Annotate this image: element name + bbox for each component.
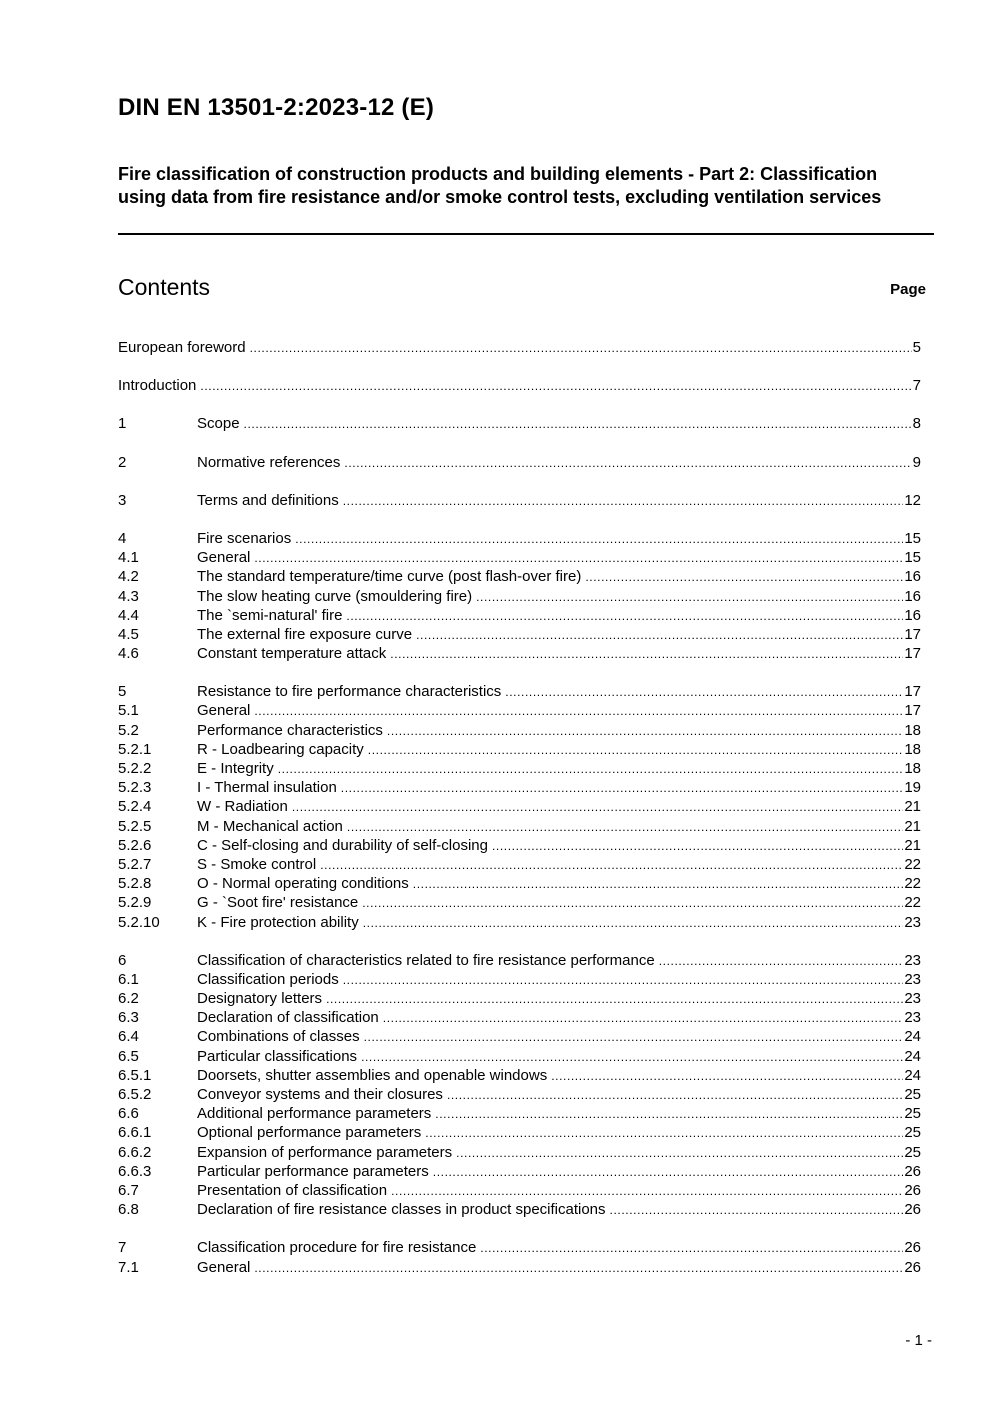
toc-entry-page: 5 (912, 339, 921, 356)
toc-dot-leader (344, 454, 911, 473)
toc-entry-title: Classification of characteristics related to fire resistance performance (197, 951, 655, 969)
toc-entry-page: 26 (904, 1258, 921, 1276)
toc-entry-title: K - Fire protection ability (197, 913, 359, 931)
toc-entry-title: Introduction (118, 377, 197, 395)
page-column-label: Page (890, 281, 926, 298)
toc-dot-leader (456, 1144, 903, 1163)
toc-entry[interactable] (118, 951, 921, 970)
toc-entry-title: Presentation of classification (197, 1181, 388, 1199)
toc-entry[interactable] (118, 893, 921, 912)
toc-entry[interactable] (118, 1047, 921, 1066)
toc-entry-page: 15 (904, 529, 921, 547)
toc-entry-page: 22 (904, 855, 921, 873)
toc-entry-number: 4.3 (118, 587, 139, 605)
toc-entry-title: Combinations of classes (197, 1028, 360, 1046)
toc-entry-title: Particular classifications (197, 1047, 358, 1065)
toc-entry[interactable] (118, 376, 921, 395)
toc-entry-title: The standard temperature/time curve (post flash-over fire) (197, 568, 582, 586)
toc-entry[interactable] (118, 1027, 921, 1046)
toc-entry-page: 17 (904, 625, 921, 643)
toc-group (118, 414, 921, 433)
toc-dot-leader (391, 1182, 903, 1201)
toc-entry-title: M - Mechanical action (197, 817, 343, 835)
toc-dot-leader (435, 1105, 903, 1124)
toc-entry-title: G - `Soot fire' resistance (197, 894, 359, 912)
toc-entry-page: 26 (904, 1201, 921, 1219)
toc-group (118, 453, 921, 472)
toc-dot-leader (250, 339, 912, 358)
toc-entry-title: Classification procedure for fire resistance (197, 1239, 477, 1257)
toc-entry-page: 23 (904, 951, 921, 969)
toc-dot-leader (254, 702, 903, 721)
toc-entry-title: Constant temperature attack (197, 645, 387, 663)
toc-entry-title: Fire scenarios (197, 529, 292, 547)
toc-group (118, 1238, 921, 1276)
toc-entry-page: 7 (912, 377, 921, 395)
toc-entry-number: 6.8 (118, 1201, 139, 1219)
toc-dot-leader (610, 1201, 904, 1220)
toc-entry-number: 6.7 (118, 1181, 139, 1199)
toc-entry-title: General (197, 1258, 251, 1276)
toc-dot-leader (659, 952, 904, 971)
toc-entry-page: 24 (904, 1066, 921, 1084)
toc-entry-title: Additional performance parameters (197, 1105, 432, 1123)
toc-entry-title: General (197, 702, 251, 720)
toc-entry-title: Scope (197, 415, 240, 433)
toc-entry-number: 6.6.1 (118, 1124, 152, 1142)
toc-entry[interactable] (118, 606, 921, 625)
toc-entry-title: European foreword (118, 339, 246, 356)
toc-entry-page: 24 (904, 1028, 921, 1046)
toc-entry-number: 5.2 (118, 721, 139, 739)
toc-entry-page: 16 (904, 587, 921, 605)
toc-group (118, 491, 921, 510)
toc-entry-title: Classification periods (197, 970, 339, 988)
toc-dot-leader (390, 645, 903, 664)
toc-entry[interactable] (118, 625, 921, 644)
toc-entry[interactable] (118, 778, 921, 797)
toc-entry[interactable] (118, 989, 921, 1008)
toc-entry-number: 5.2.5 (118, 817, 152, 835)
toc-entry-title: Terms and definitions (197, 491, 339, 509)
toc-entry-page: 16 (904, 606, 921, 624)
contents-heading: Contents (118, 274, 211, 300)
toc-dot-leader (326, 990, 903, 1009)
toc-entry-page: 22 (904, 875, 921, 893)
toc-entry-page: 25 (904, 1105, 921, 1123)
toc-group (118, 951, 921, 1220)
toc-entry[interactable] (118, 701, 921, 720)
toc-entry-title: E - Integrity (197, 760, 274, 777)
toc-entry[interactable] (118, 1162, 921, 1181)
toc-entry[interactable] (118, 1143, 921, 1162)
toc-entry-page: 26 (904, 1239, 921, 1257)
toc-entry[interactable] (118, 414, 921, 433)
title-divider (118, 233, 934, 235)
toc-entry-number: 6.4 (118, 1028, 139, 1046)
toc-dot-leader (383, 1009, 904, 1028)
toc-group (118, 529, 921, 663)
toc-dot-leader (343, 971, 904, 990)
toc-entry[interactable] (118, 644, 921, 663)
page-number: - 1 - (905, 1332, 932, 1349)
toc-entry-title: Declaration of classification (197, 1009, 379, 1027)
toc-entry-title: Optional performance parameters (197, 1124, 422, 1142)
toc-dot-leader (364, 1028, 904, 1047)
toc-entry-number: 5.2.4 (118, 798, 152, 816)
toc-entry-title: Designatory letters (197, 990, 323, 1008)
toc-dot-leader (254, 1259, 903, 1278)
toc-entry-number: 6.5.1 (118, 1066, 152, 1084)
toc-entry-number: 4.2 (118, 568, 139, 586)
toc-entry-number: 6.6.3 (118, 1162, 152, 1180)
toc-entry[interactable] (118, 759, 921, 778)
toc-entry-number: 6.3 (118, 1009, 139, 1027)
toc-entry-number: 6.5 (118, 1047, 139, 1065)
toc-entry-number: 4.4 (118, 606, 139, 624)
toc-dot-leader (476, 588, 903, 607)
toc-entry-page: 18 (904, 721, 921, 739)
toc-entry-number: 4.5 (118, 625, 139, 643)
toc-entry-title: Particular performance parameters (197, 1162, 429, 1180)
toc-entry-page: 23 (904, 970, 921, 988)
toc-entry-page: 26 (904, 1181, 921, 1199)
toc-dot-leader (347, 818, 903, 837)
toc-entry-number: 6.2 (118, 990, 139, 1008)
toc-entry[interactable] (118, 548, 921, 567)
toc-entry-number: 7 (118, 1239, 127, 1257)
toc-dot-leader (320, 856, 903, 875)
document-title: Fire classification of construction products and building elements - Part 2: Classification using data from fire resistance and/or smoke control tests, excluding ventilation services (118, 164, 882, 207)
toc-entry-title: R - Loadbearing capacity (197, 740, 364, 758)
toc-dot-leader (200, 377, 911, 396)
toc-group (118, 682, 921, 931)
toc-entry-title: The `semi-natural' fire (197, 606, 343, 624)
toc-entry-title: General (197, 549, 251, 567)
toc-entry-page: 25 (904, 1143, 921, 1161)
toc-entry-number: 5.2.10 (118, 913, 160, 931)
toc-entry-title: O - Normal operating conditions (197, 875, 409, 893)
toc-entry-number: 5.2.7 (118, 855, 152, 873)
toc-entry-page: 22 (904, 894, 921, 912)
toc-entry-number: 6.1 (118, 970, 139, 988)
toc-entry-page: 18 (904, 760, 921, 777)
toc-entry-number: 4 (118, 529, 127, 547)
toc-dot-leader (343, 492, 904, 511)
toc-entry[interactable] (118, 1258, 921, 1277)
toc-entry-page: 21 (904, 798, 921, 816)
toc-entry-page: 12 (904, 491, 921, 509)
toc-entry[interactable] (118, 1085, 921, 1104)
toc-entry-title: S - Smoke control (197, 855, 317, 873)
toc-entry[interactable] (118, 453, 921, 472)
toc-entry[interactable] (118, 1200, 921, 1219)
toc-entry[interactable] (118, 836, 921, 855)
toc-entry[interactable] (118, 587, 921, 606)
toc-entry[interactable] (118, 855, 921, 874)
toc-entry-page: 17 (904, 683, 921, 701)
toc-entry-number: 5.2.9 (118, 894, 152, 912)
toc-entry-page: 17 (904, 702, 921, 720)
toc-dot-leader (361, 1048, 903, 1067)
toc-dot-leader (480, 1239, 903, 1258)
toc-entry-page: 9 (912, 453, 921, 471)
toc-entry[interactable] (118, 1238, 921, 1257)
toc-entry-page: 23 (904, 1009, 921, 1027)
toc-entry-page: 18 (904, 740, 921, 758)
toc-entry-page: 16 (904, 568, 921, 586)
toc-dot-leader (505, 683, 903, 702)
toc-dot-leader (362, 894, 903, 913)
toc-entry-number: 1 (118, 415, 127, 433)
toc-dot-leader (551, 1067, 903, 1086)
toc-group (118, 338, 921, 357)
toc-entry-number: 5 (118, 683, 127, 701)
toc-entry-number: 6.5.2 (118, 1086, 152, 1103)
toc-dot-leader (585, 568, 903, 587)
toc-entry-page: 19 (904, 779, 921, 797)
toc-entry-number: 4.6 (118, 645, 139, 663)
toc-entry[interactable] (118, 970, 921, 989)
toc-entry-number: 5.1 (118, 702, 139, 720)
toc-entry-number: 5.2.3 (118, 779, 152, 797)
toc-entry[interactable] (118, 913, 921, 932)
toc-entry[interactable] (118, 682, 921, 701)
toc-entry-number: 5.2.2 (118, 760, 152, 777)
toc-entry-page: 25 (904, 1086, 921, 1103)
toc-entry-title: Expansion of performance parameters (197, 1143, 453, 1161)
toc-entry-page: 26 (904, 1162, 921, 1180)
toc-entry-title: Performance characteristics (197, 721, 383, 739)
toc-entry[interactable] (118, 817, 921, 836)
toc-entry-number: 6.6.2 (118, 1143, 152, 1161)
toc-entry-title: Declaration of fire resistance classes in product specifications (197, 1201, 606, 1219)
toc-dot-leader (244, 415, 912, 434)
toc-entry-title: Normative references (197, 453, 341, 471)
toc-dot-leader (387, 722, 903, 741)
toc-entry[interactable] (118, 1123, 921, 1142)
toc-entry-title: I - Thermal insulation (197, 779, 337, 797)
toc-entry-number: 7.1 (118, 1258, 139, 1276)
toc-entry[interactable] (118, 1181, 921, 1200)
toc-dot-leader (341, 779, 904, 798)
toc-entry-number: 5.2.6 (118, 836, 152, 854)
toc-group (118, 376, 921, 395)
toc-entry[interactable] (118, 338, 921, 357)
toc-entry[interactable] (118, 721, 921, 740)
toc-entry[interactable] (118, 1008, 921, 1027)
toc-entry-title: Resistance to fire performance characteristics (197, 683, 502, 701)
toc-entry-number: 6 (118, 951, 127, 969)
toc-dot-leader (413, 875, 904, 894)
toc-dot-leader (447, 1086, 903, 1105)
table-of-contents (118, 338, 921, 1296)
toc-entry[interactable] (118, 1104, 921, 1123)
toc-entry-page: 8 (912, 415, 921, 433)
toc-entry-number: 6.6 (118, 1105, 139, 1123)
toc-entry-page: 24 (904, 1047, 921, 1065)
toc-entry-title: The slow heating curve (smouldering fire) (197, 587, 473, 605)
toc-entry-number: 3 (118, 491, 127, 509)
toc-entry-page: 23 (904, 990, 921, 1008)
toc-entry[interactable] (118, 491, 921, 510)
toc-entry[interactable] (118, 567, 921, 586)
toc-entry[interactable] (118, 529, 921, 548)
toc-dot-leader (368, 741, 904, 760)
toc-dot-leader (254, 549, 903, 568)
toc-dot-leader (416, 626, 903, 645)
toc-entry-page: 15 (904, 549, 921, 567)
toc-entry-number: 5.2.1 (118, 740, 152, 758)
toc-dot-leader (295, 530, 903, 549)
toc-entry-page: 23 (904, 913, 921, 931)
toc-entry-page: 21 (904, 836, 921, 854)
toc-dot-leader (433, 1163, 904, 1182)
toc-entry-title: C - Self-closing and durability of self-closing (197, 836, 488, 854)
toc-entry-title: Conveyor systems and their closures (197, 1086, 443, 1103)
toc-dot-leader (292, 798, 903, 817)
toc-entry-title: W - Radiation (197, 798, 288, 816)
toc-entry-page: 21 (904, 817, 921, 835)
toc-entry[interactable] (118, 1066, 921, 1085)
toc-entry[interactable] (118, 874, 921, 893)
toc-dot-leader (492, 837, 903, 856)
document-identifier: DIN EN 13501-2:2023-12 (E) (118, 94, 435, 121)
toc-entry-page: 25 (904, 1124, 921, 1142)
toc-entry-number: 2 (118, 453, 127, 471)
toc-entry-title: Doorsets, shutter assemblies and openable windows (197, 1066, 548, 1084)
toc-entry-page: 17 (904, 645, 921, 663)
toc-entry-number: 4.1 (118, 549, 139, 567)
toc-dot-leader (346, 607, 903, 626)
toc-dot-leader (278, 760, 904, 779)
toc-dot-leader (425, 1124, 903, 1143)
toc-entry-title: The external fire exposure curve (197, 625, 413, 643)
toc-entry-number: 5.2.8 (118, 875, 152, 893)
toc-entry[interactable] (118, 797, 921, 816)
toc-entry[interactable] (118, 740, 921, 759)
toc-dot-leader (363, 914, 904, 933)
